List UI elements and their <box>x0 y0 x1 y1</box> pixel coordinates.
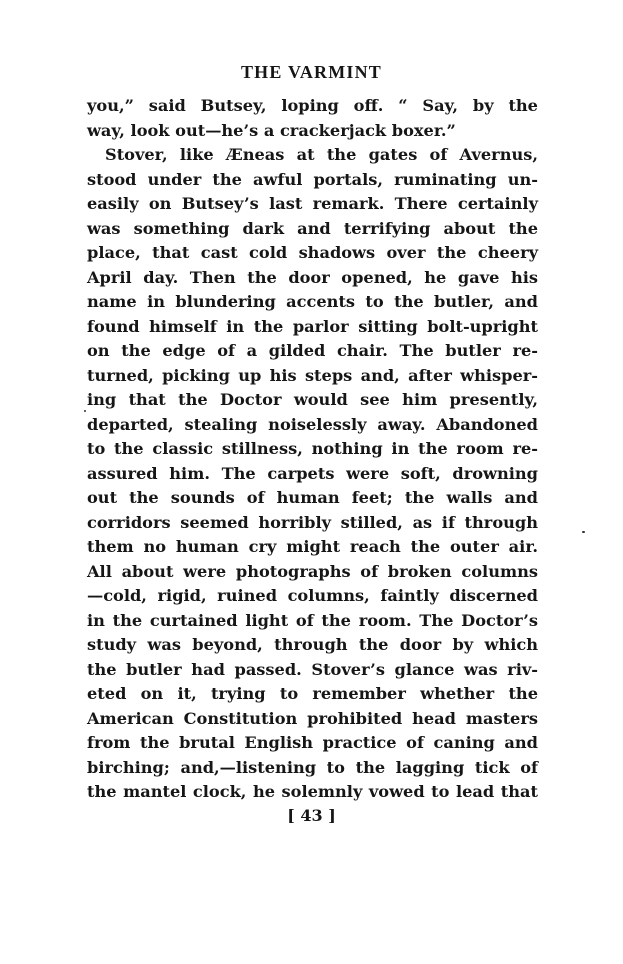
page-number: [ 43 ] <box>287 806 336 825</box>
text-line: study was beyond, through the door by which <box>87 635 538 654</box>
text-line: name in blundering accents to the butler, and <box>87 292 538 311</box>
scan-speck <box>582 531 585 533</box>
text-line: was something dark and terrifying about the <box>87 218 538 238</box>
text-line: them no human cry might reach the outer air. <box>87 537 538 556</box>
text-line: assured him. The carpets were soft, drowning <box>87 463 538 483</box>
text-line: stood under the awful portals, ruminating un- <box>87 169 538 189</box>
text-line: turned, picking up his steps and, after whisper- <box>87 365 538 385</box>
text-line: out the sounds of human feet; the walls and <box>87 488 538 507</box>
text-line: eted on it, trying to remember whether the <box>87 684 538 703</box>
text-line: All about were photographs of broken columns <box>87 561 538 581</box>
scan-speck <box>84 410 86 412</box>
text-line: —cold, rigid, ruined columns, faintly discerned <box>87 586 538 605</box>
text-line: April day. Then the door opened, he gave his <box>87 267 538 287</box>
text-line: birching; and,—listening to the lagging tick of <box>87 757 538 777</box>
text-line: way, look out—he’s a crackerjack boxer.” <box>87 120 456 140</box>
body-text <box>87 94 538 805</box>
text-line: on the edge of a gilded chair. The butler re- <box>87 341 538 360</box>
text-line: the butler had passed. Stover’s glance was riv- <box>87 659 538 679</box>
text-line: American Constitution prohibited head masters <box>87 708 538 728</box>
text-line: in the curtained light of the room. The Doctor’s <box>87 610 538 630</box>
text-line: to the classic stillness, nothing in the room re- <box>87 439 538 458</box>
text-line: place, that cast cold shadows over the cheery <box>87 243 538 262</box>
running-title: THE VARMINT <box>240 62 383 82</box>
text-line: found himself in the parlor sitting bolt-upright <box>87 316 538 336</box>
text-line: easily on Butsey’s last remark. There certainly <box>87 194 538 213</box>
text-line: ing that the Doctor would see him presently, <box>87 390 538 409</box>
text-line: departed, stealing noiselessly away. Abandoned <box>87 414 538 434</box>
text-line: from the brutal English practice of caning and <box>87 733 538 752</box>
text-line: you,” said Butsey, loping off. “ Say, by the <box>87 96 538 115</box>
text-line: Stover, like Æneas at the gates of Avernus, <box>105 145 538 164</box>
text-line: corridors seemed horribly stilled, as if through <box>87 512 538 532</box>
text-line: the mantel clock, he solemnly vowed to lead that <box>87 782 538 801</box>
